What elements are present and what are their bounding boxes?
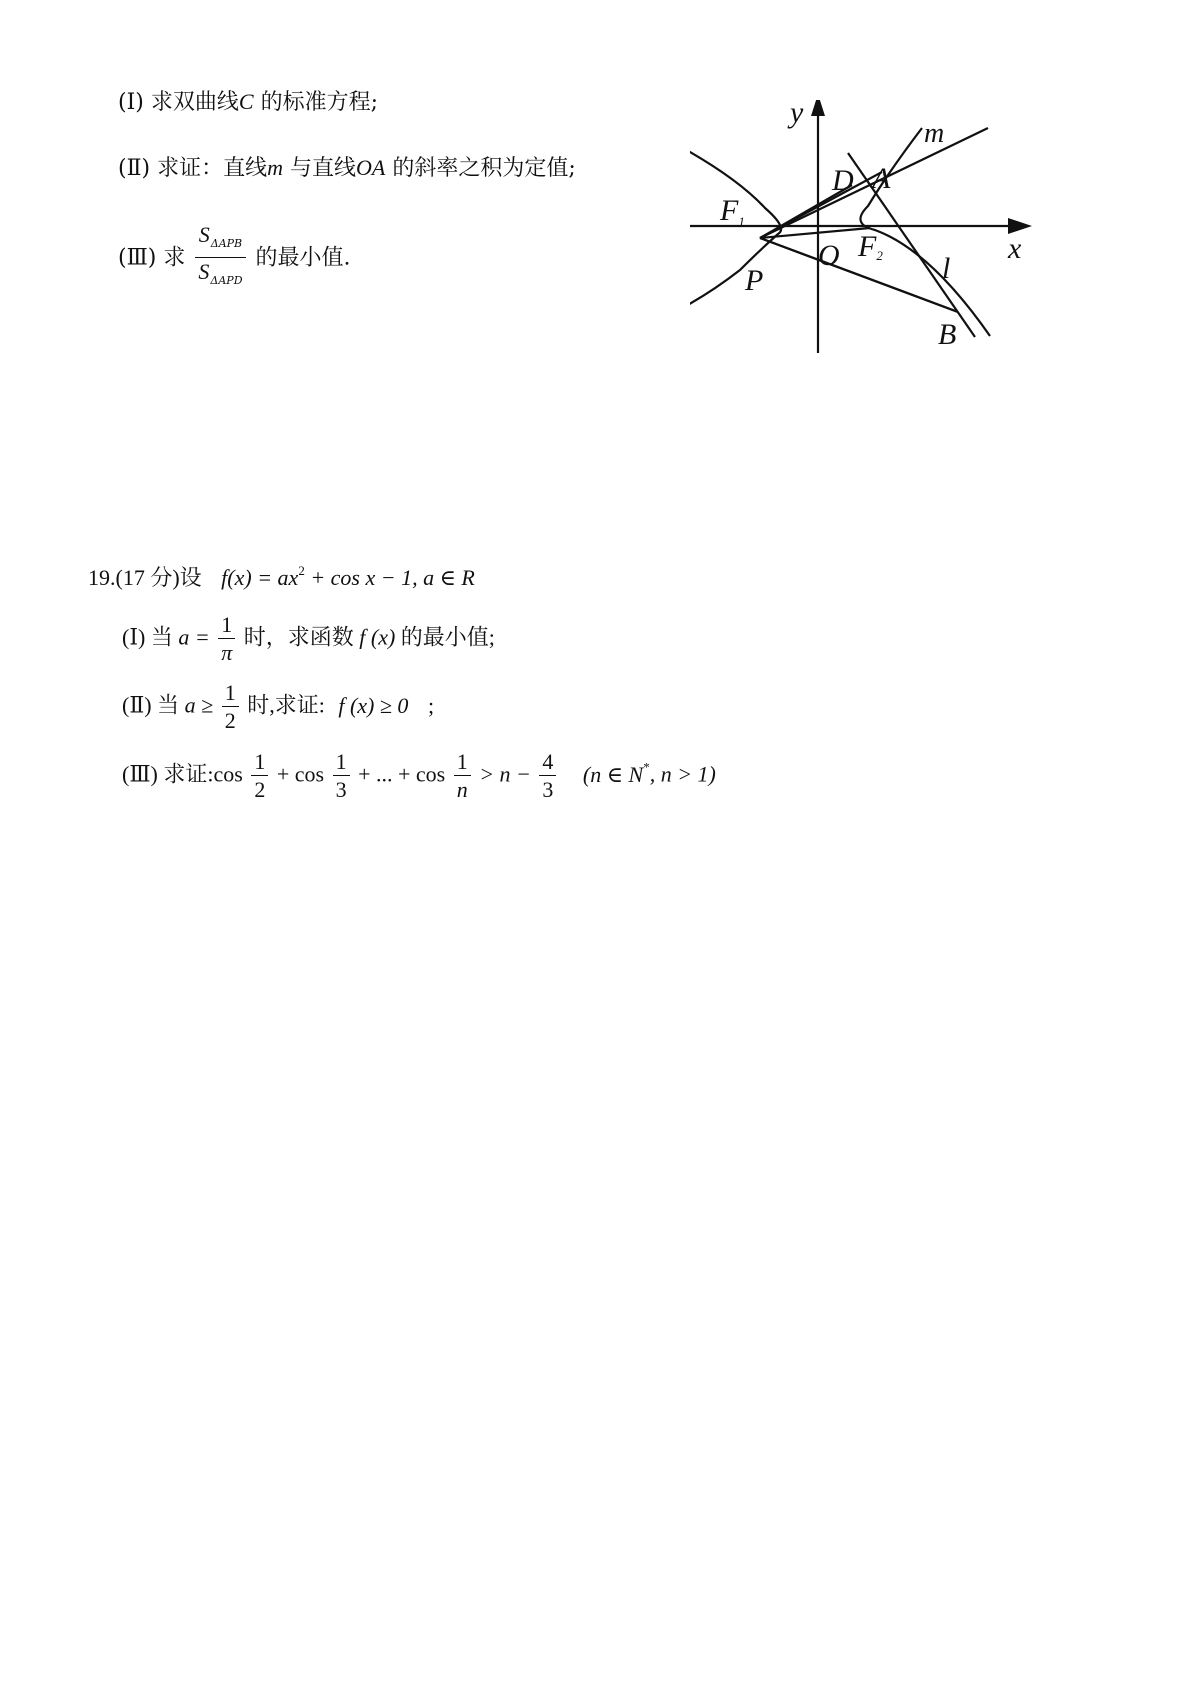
q19-part2-text: 当: [157, 692, 180, 718]
q18-part1: [118, 87, 378, 118]
part-label: (Ⅲ): [122, 761, 158, 787]
q19-part1-text-mid: 时，求函数: [243, 624, 354, 650]
fraction-4-3: $\frac{4}{3}$: [539, 749, 556, 804]
exponent-2: 2: [298, 563, 305, 578]
label-l: l: [942, 252, 951, 285]
var-C: C: [238, 89, 254, 114]
fraction-1-2: $\frac{1}{2}$: [251, 749, 268, 804]
var-m: m: [267, 155, 284, 180]
fraction-1-over-pi: $\frac{1}{\pi}$: [218, 612, 235, 667]
label-y: y: [790, 100, 804, 129]
label-A: A: [872, 162, 891, 195]
func-f: f: [221, 565, 228, 590]
label-B: B: [938, 318, 957, 351]
q18-part1-text: 求双曲线: [150, 90, 239, 115]
label-D: D: [832, 164, 854, 197]
q19-part3-text: 求证:: [163, 761, 214, 787]
q19-part2-text-mid: 时,求证:: [247, 692, 325, 718]
q18-part2-text-mid: 与直线: [290, 156, 357, 181]
q18-part3-text: 求: [163, 245, 186, 271]
func-arg: (x) = ax: [227, 565, 299, 590]
area-sub-APB: ΔAPB: [210, 237, 243, 250]
a-equals: a =: [178, 624, 210, 650]
fraction-1-over-2: $\frac{1}{2}$: [222, 680, 239, 735]
area-S: S: [198, 222, 210, 247]
y-axis-arrow: [811, 100, 825, 116]
q19-part2: [122, 680, 434, 735]
q19-part3: [122, 749, 716, 804]
label-m: m: [924, 118, 945, 149]
var-OA: OA: [356, 155, 386, 180]
part-label: (Ⅱ): [118, 156, 151, 181]
area-ratio-fraction: [195, 222, 245, 295]
q19-part1-text-end: 的最小值;: [400, 624, 495, 650]
cos-1: cos: [213, 761, 243, 787]
area-S: S: [198, 259, 210, 284]
hyperbola-figure: [690, 100, 1120, 370]
inequality: f (x) ≥ 0: [338, 692, 409, 718]
func-f-x: f (x): [359, 624, 396, 650]
fraction-1-3: $\frac{1}{3}$: [333, 749, 350, 804]
condition: (n ∈ N: [582, 761, 644, 787]
area-sub-APD: ΔAPD: [210, 274, 243, 287]
condition-end: , n > 1): [649, 761, 716, 787]
part-label: (Ⅲ): [118, 245, 157, 271]
label-O: O: [818, 239, 840, 272]
fraction-1-n: $\frac{1}{n}$: [454, 749, 471, 804]
a-geq: a ≥: [184, 692, 214, 718]
label-P: P: [745, 264, 764, 297]
greater-than: > n −: [479, 761, 531, 787]
func-rest: + cos x − 1, a ∈ R: [310, 565, 475, 590]
q19-header: [88, 556, 475, 593]
q19-part1-text: 当: [150, 624, 173, 650]
star: *: [643, 759, 650, 775]
q19-part1: [122, 612, 495, 667]
q18-part2-text: 求证：直线: [157, 156, 268, 181]
q18-part3-text-end: 的最小值.: [255, 245, 351, 271]
label-F2: F2: [858, 230, 883, 263]
part-label: (Ⅰ): [118, 90, 144, 115]
semicolon: ;: [427, 692, 435, 718]
part-label: (Ⅱ): [122, 692, 152, 718]
q18-part3: [118, 222, 351, 295]
part-label: (Ⅰ): [122, 624, 146, 650]
question-number: 19.(17 分)设: [88, 565, 202, 590]
q18-part1-text-end: 的标准方程;: [260, 90, 378, 115]
q18-part2-text-end: 的斜率之积为定值;: [392, 156, 576, 181]
label-F1: $F_1$: [720, 194, 745, 229]
ellipsis-cos: + ... + cos: [358, 761, 446, 787]
label-x: x: [1008, 232, 1022, 265]
q18-part2: [118, 153, 576, 184]
plus-cos: + cos: [276, 761, 325, 787]
